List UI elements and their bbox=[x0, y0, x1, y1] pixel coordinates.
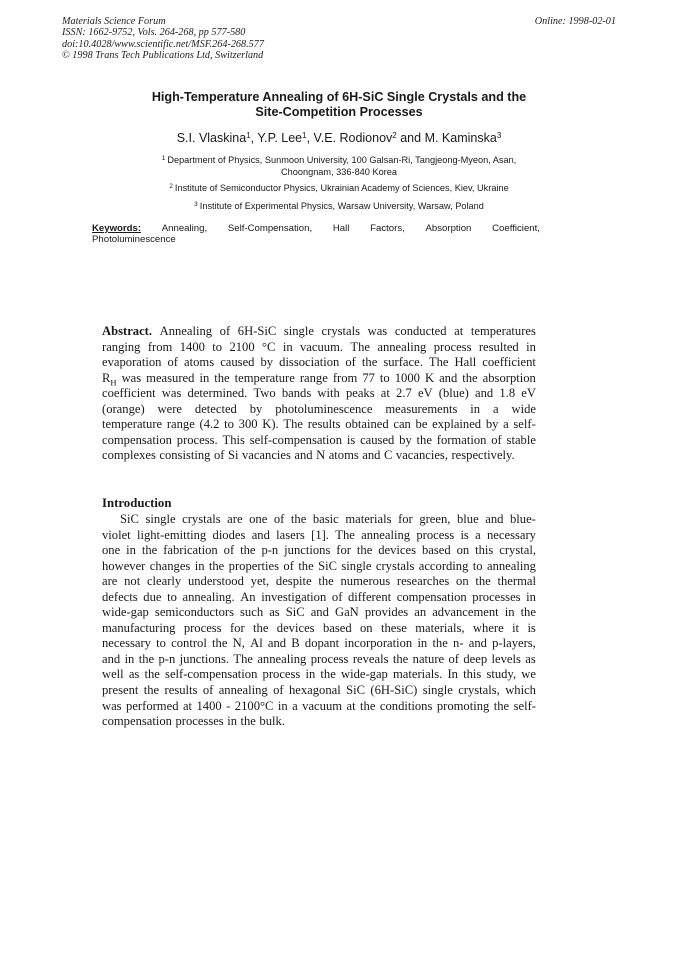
text-line: and in the p-n junctions. The annealing process reveals the nature of deep levels as bbox=[102, 651, 536, 666]
text-line: however changes in the properties of the SiC single crystals according to annealing bbox=[102, 558, 536, 573]
author-affiliation-marker: 1 bbox=[302, 131, 307, 140]
affiliation-3-line-1: Institute of Experimental Physics, Warsaw University, Warsaw, Poland bbox=[199, 201, 484, 211]
abstract-label: Abstract. bbox=[102, 324, 153, 338]
affiliation-2-marker: 2 bbox=[169, 183, 173, 190]
text-line: one in the fabrication of the p-n junctions for the devices based on this crystal, bbox=[102, 543, 536, 558]
text-line: present the results of annealing of hexagonal SiC (6H-SiC) single crystals, which bbox=[102, 683, 536, 698]
text-line: temperature range (4.2 to 300 K). The results obtained can be explained by a self- bbox=[102, 417, 536, 432]
affiliation-1-marker: 1 bbox=[161, 155, 166, 162]
text-line: evaporation of atoms caused by dissociation of the surface. The Hall coefficient bbox=[102, 355, 536, 370]
title-line-2: Site-Competition Processes bbox=[255, 105, 423, 120]
text-line: violet light-emitting diodes and lasers [1]. The annealing process is a necessary bbox=[102, 527, 536, 542]
text-line: necessary to control the N, Al and B dopant incorporation in the n- and p-layers, bbox=[102, 636, 536, 651]
affiliation-3-marker: 3 bbox=[194, 201, 198, 208]
text-line: wide-gap semiconductors such as SiC and GaN provides an advancement in the bbox=[102, 605, 536, 620]
author-affiliation-marker: 3 bbox=[496, 131, 502, 140]
keywords-label: Keywords: bbox=[92, 223, 142, 234]
introduction-heading: Introduction bbox=[102, 496, 172, 510]
affiliation-2 bbox=[90, 182, 588, 194]
keyword: Absorption bbox=[425, 223, 472, 234]
text-line: complexes consisting of Si vacancies and N atoms and C vacancies, respectively. bbox=[102, 448, 515, 463]
author-affiliation-marker: 1 bbox=[246, 131, 251, 140]
author-name: Y.P. Lee bbox=[257, 131, 303, 145]
keyword: Hall bbox=[332, 223, 350, 234]
author-name: S.I. Vlaskina bbox=[176, 131, 247, 145]
text-line: compensation process. This self-compensation is caused by the formation of stable bbox=[102, 432, 536, 447]
text-line: defects due to annealing. An investigation of different compensation processes in bbox=[102, 589, 536, 604]
author-affiliation-marker: 2 bbox=[392, 131, 397, 140]
text-line: $R_H$ was measured in the temperature range from 77 to 1000 K and the absorption bbox=[102, 370, 536, 388]
keyword: Self-Compensation, bbox=[227, 223, 313, 234]
doi-line[interactable]: doi:10.4028/www.scientific.net/MSF.264-268.577 bbox=[62, 38, 264, 50]
journal-name: Materials Science Forum bbox=[62, 16, 166, 27]
affiliation-1-line-1: Department of Physics, Sunmoon University, 100 Galsan-Ri, Tangjeong-Myeon, Asan, bbox=[167, 155, 517, 165]
affiliation-1-line-2: Choongnam, 336-840 Korea bbox=[281, 167, 397, 177]
affiliation-2-line-1: Institute of Semiconductor Physics, Ukrainian Academy of Sciences, Kiev, Ukraine bbox=[174, 183, 509, 193]
abstract-paragraph bbox=[102, 324, 536, 464]
text-line: manufacturing process for the devices based on these materials, where it is bbox=[102, 620, 536, 635]
issn-line: ISSN: 1662-9752, Vols. 264-268, pp 577-580 bbox=[62, 27, 246, 39]
affiliation-3 bbox=[90, 200, 588, 212]
online-date: Online: 1998-02-01 bbox=[534, 16, 616, 27]
keyword: Factors, bbox=[370, 223, 405, 234]
text-line: (orange) were detected by photoluminescence measurements in a wide bbox=[102, 401, 536, 416]
copyright-line: © 1998 Trans Tech Publications Ltd, Switzerland bbox=[62, 49, 264, 61]
publication-metadata bbox=[62, 16, 362, 61]
keyword: Coefficient, bbox=[492, 223, 540, 234]
keyword: Annealing, bbox=[161, 223, 208, 234]
text-line: coefficient was determined. Two bands with peaks at 2.7 eV (blue) and 1.8 eV bbox=[102, 386, 536, 401]
affiliation-1 bbox=[90, 154, 588, 178]
text-line: Abstract. Annealing of 6H-SiC single crystals was conducted at temperatures bbox=[102, 324, 536, 338]
keywords-section bbox=[92, 223, 540, 245]
text-line: compensation processes in the bulk. bbox=[102, 714, 285, 729]
author-name: V.E. Rodionov bbox=[313, 131, 393, 145]
text-line: well as the self-compensation process in the wide-gap materials. In this study, we bbox=[102, 667, 536, 682]
paper-title bbox=[90, 90, 588, 121]
author-name: M. Kaminska bbox=[424, 131, 497, 145]
text-line: are not clearly understood yet, despite the numerous researches on the thermal bbox=[102, 574, 536, 589]
introduction-paragraph bbox=[102, 512, 536, 730]
text-line: ranging from 1400 to 2100 °C in vacuum. The annealing process resulted in bbox=[102, 339, 536, 354]
title-line-1: High-Temperature Annealing of 6H-SiC Single Crystals and the bbox=[151, 90, 527, 104]
keyword-line-2: Photoluminescence bbox=[92, 234, 176, 246]
text-line: was performed at 1400 - 2100°C in a vacuum at the conditions promoting the self- bbox=[102, 698, 536, 713]
author-list: S.I. Vlaskina$^1$, Y.P. Lee$^1$, V.E. Rodionov$^2$ and M. Kaminska$^3$ bbox=[176, 131, 502, 145]
text-line: SiC single crystals are one of the basic materials for green, blue and blue- bbox=[120, 512, 536, 526]
